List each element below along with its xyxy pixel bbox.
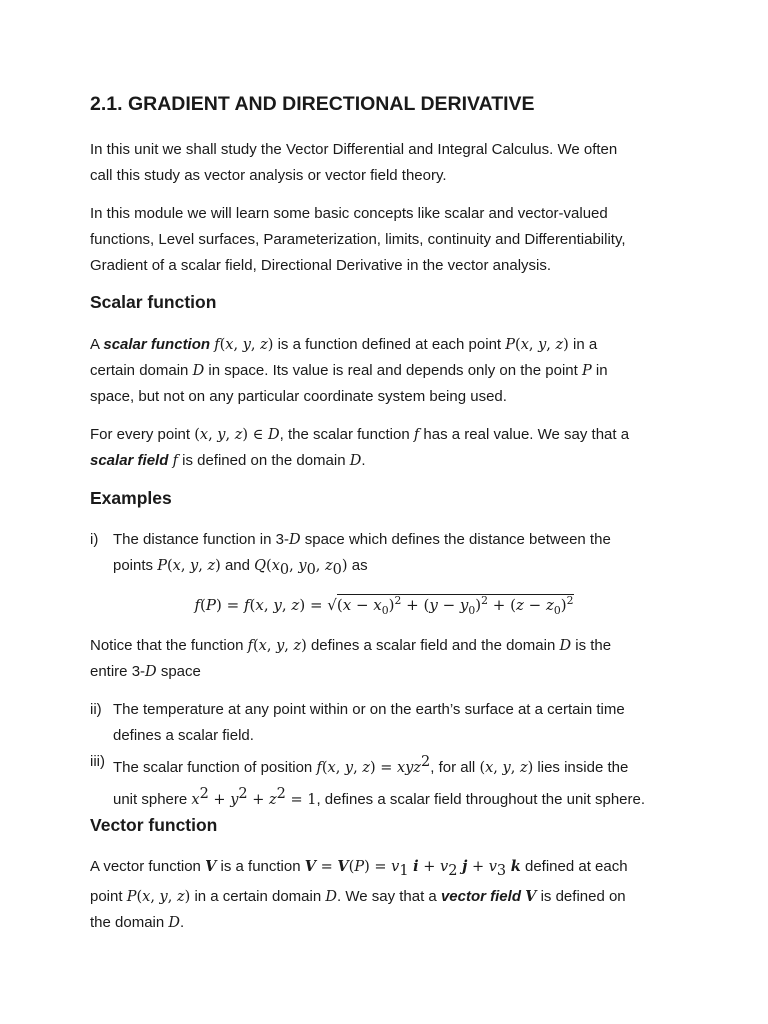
example-item-ii bbox=[90, 697, 690, 749]
notice-paragraph bbox=[90, 633, 690, 685]
text-line: points P(x, y, z) and $Q(x_0$, $y_0$, $z_0$) as bbox=[113, 557, 368, 578]
intro-paragraph-1 bbox=[90, 137, 690, 189]
text-line: entire 3-D space bbox=[90, 663, 201, 680]
text-line: space, but not on any particular coordinate system being used. bbox=[90, 388, 507, 405]
text-line: point P(x, y, z) in a certain domain D. We say that a vector field V is defined on bbox=[90, 888, 626, 905]
text-line: call this study as vector analysis or vector field theory. bbox=[90, 167, 447, 184]
example-item-iii bbox=[90, 749, 690, 808]
text-line: A vector function V is a function $V = V(P) = v_1$ $i + v_2$ $j + v_3$ k defined at each bbox=[90, 858, 628, 879]
item-number: iii) bbox=[90, 753, 105, 770]
text-line: Gradient of a scalar field, Directional Derivative in the vector analysis. bbox=[90, 257, 552, 274]
scalar-field-paragraph bbox=[90, 422, 690, 474]
examples-heading: Examples bbox=[90, 488, 172, 508]
text-line: The distance function in 3-D space which defines the distance between the bbox=[113, 531, 611, 548]
text-line: unit sphere $x^2 + y^2 + z^2 = 1$, defines a scalar field throughout the unit sphere. bbox=[113, 786, 646, 808]
vector-field-term: vector field bbox=[440, 888, 521, 905]
text-line: defines a scalar field. bbox=[113, 727, 254, 744]
scalar-definition-paragraph bbox=[90, 332, 690, 410]
section-title: 2.1. GRADIENT AND DIRECTIONAL DERIVATIVE bbox=[90, 93, 535, 115]
text-line: Notice that the function f(x, y, z) defines a scalar field and the domain D is the bbox=[90, 637, 612, 654]
scalar-field-term: scalar field bbox=[90, 452, 169, 469]
vector-function-heading: Vector function bbox=[90, 815, 218, 835]
distance-equation: f(P) = f(x, y, $z) = √(x - x_0)^2 + (y - y_0)^2 + (z - z_0)^2$ bbox=[194, 594, 574, 617]
text-line: certain domain D in space. Its value is real and depends only on the point P in bbox=[90, 362, 608, 379]
text-line: The scalar function of position f(x, y, z) = xyz$^2$, for all (x, y, z) lies inside the bbox=[113, 754, 629, 776]
item-number: ii) bbox=[90, 701, 102, 718]
text-line: functions, Level surfaces, Parameterization, limits, continuity and Differentiability, bbox=[90, 231, 626, 248]
text-line: the domain D. bbox=[90, 914, 185, 931]
item-number: i) bbox=[90, 531, 99, 548]
example-item-i bbox=[90, 527, 690, 579]
scalar-function-heading: Scalar function bbox=[90, 292, 217, 312]
vector-definition-paragraph bbox=[90, 854, 690, 936]
text-line: scalar field f is defined on the domain D. bbox=[90, 452, 366, 469]
text-line: In this module we will learn some basic concepts like scalar and vector-valued bbox=[90, 205, 608, 222]
scalar-function-term: scalar function bbox=[103, 336, 211, 353]
text-line: In this unit we shall study the Vector Differential and Integral Calculus. We often bbox=[90, 141, 618, 158]
intro-paragraph-2 bbox=[90, 201, 690, 279]
text-line: The temperature at any point within or on the earth’s surface at a certain time bbox=[113, 701, 625, 718]
text-line: For every point (x, y, z) ∈ D, the scalar function f has a real value. We say that a bbox=[90, 426, 630, 443]
text-line: A scalar function f(x, y, z) is a function defined at each point P(x, y, z) in a bbox=[90, 336, 598, 353]
